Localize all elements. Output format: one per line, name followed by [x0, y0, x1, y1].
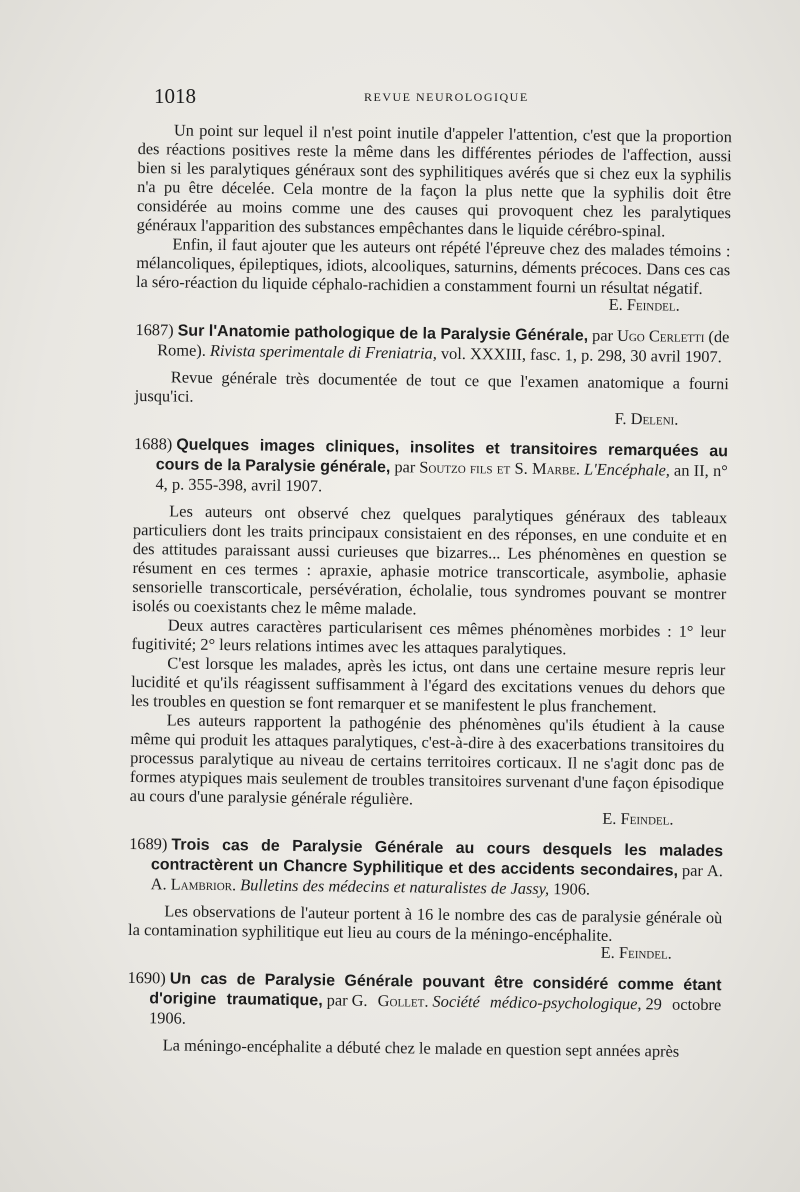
intro-section — [136, 120, 732, 315]
entry-source: Bulletins des médecins et naturalistes de Jassy, — [240, 875, 550, 899]
running-head: REVUE NEUROLOGIQUE — [364, 90, 529, 104]
entry-by: par — [394, 457, 416, 477]
paragraph: Un point sur lequel il n'est point inutile d'appeler l'attention, c'est que la proportion des réactions positives reste la même dans les différentes périodes de l'affection, aussi bien si les paralytiques généraux sont des syphilitiques avérés que si chez eux la syphilis n'a pu être décelée. Cela montre de la façon la plus nette que la syphilis doit être considérée au moins comme une des causes qui provoquent chez les paralytiques généraux l'apparition des substances empêchantes dans le liquide cérébro-spinal. — [136, 120, 732, 241]
paragraph: Enfin, il faut ajouter que les auteurs ont répété l'épreuve chez des malades témoins : mélancoliques, épileptiques, idiots, alcooliques, saturnins, déments précoces. Dans ces cas la séro-réaction du liquide céphalo-rachidien a constamment fourni un résultat négatif. — [135, 234, 731, 298]
entry-title: Un cas de Paralysie Générale pouvant être considéré comme étant d'origine traumatique, — [149, 970, 722, 1010]
entry-source: L'Encéphale, — [583, 459, 671, 480]
entry-place: (de Rome). — [157, 326, 730, 360]
author-signature: E. Feindel. — [600, 942, 672, 963]
paragraph: Deux autres caractères particularisent ces mêmes phénomènes morbides : 1° leur fugitivité; 2° leurs relations intimes avec les attaques paralytiques. — [131, 615, 726, 659]
entry-author: G. Gollet. — [351, 990, 429, 1011]
entry-by: par — [681, 860, 704, 880]
author-signature: F. Deleni. — [614, 408, 679, 429]
entry-source: Société médico-psychologique, — [432, 991, 642, 1014]
entry-reference: an II, n° 4, p. 355-398, avril 1907. — [155, 460, 728, 496]
entry-title: Sur l'Anatomie pathologique de la Paralysie Générale, — [177, 322, 589, 345]
entry-source: Rivista sperimentale di Freniatria, — [209, 340, 438, 363]
entry-number: 1688) — [133, 433, 173, 454]
paragraph: Les auteurs rapportent la pathogénie des phénomènes qu'ils étudient à la cause même qui produit les attaques paralytiques, c'est-à-dire à des exacerbations transitoires du processus paralytique au niveau de certains territoires corticaux. Il ne s'agit donc pas de formes atypiques mais seulement de troubles transitoires survenant d'une façon épisodique au cours d'une paralysie générale régulière. — [129, 710, 725, 809]
page-number: 1018 — [154, 84, 196, 108]
entry-heading — [135, 320, 729, 366]
page-header — [154, 84, 734, 112]
abstract-1689 — [128, 834, 723, 963]
entry-title: Quelques images cliniques, insolites et transitoires remarquées au cours de la Paralysie générale, — [155, 436, 729, 477]
entry-author: Ugo Cerletti — [616, 325, 705, 346]
entry-reference: 29 octobre 1906. — [148, 994, 722, 1028]
paragraph: Les observations de l'auteur portent à 16 le nombre des cas de paralysie générale où la contamination syphilitique eut lieu au cours de la méningo-encéphalite. — [127, 901, 723, 945]
entry-heading — [129, 834, 724, 900]
paragraph: Revue générale très documentée de tout ce que l'examen anatomique a fourni jusqu'ici. — [134, 367, 729, 406]
paragraph: C'est lorsque les malades, après les ictus, ont dans une certaine mesure repris leur lucidité et qu'ils réagissent suffisamment à l'égard des excitations venues du dehors que les troubles en question se font remarquer et se manifestent le plus franchement. — [130, 653, 726, 717]
entry-heading — [133, 434, 728, 500]
entry-heading — [127, 968, 722, 1034]
entry-number: 1689) — [129, 833, 168, 854]
entry-author: Soutzo fils et S. Marbe. — [419, 457, 581, 479]
entry-title: Trois cas de Paralysie Générale au cours desquels les malades contractèrent un Chancre Syphilitique et des accidents secondaires, — [150, 836, 724, 880]
entry-number: 1687) — [135, 319, 174, 340]
abstract-1687 — [134, 320, 729, 429]
author-signature: E. Feindel. — [602, 808, 674, 829]
entry-reference: vol. XXXIII, fasc. 1, p. 298, 30 avril 1907. — [440, 343, 722, 367]
author-signature: E. Feindel. — [608, 294, 680, 315]
entry-by: par — [326, 990, 348, 1010]
abstract-1688 — [129, 434, 728, 829]
page-body — [127, 120, 732, 1061]
paragraph: Les auteurs ont observé chez quelques paralytiques généraux des tableaux particuliers dont les traits principaux consistaient en des réponses, en une conduite et en des attitudes paraissant aussi curieuses que bizarres... Les phénomènes en question se résument en ces termes : apraxie, aphasie motrice transcorticale, asymbolie, aphasie sensorielle transcorticale, persévération, écholalie, tous syndromes pouvant se montrer isolés ou coexistants chez le même malade. — [131, 501, 728, 619]
abstract-1690 — [127, 968, 722, 1061]
entry-author: A. A. Lambrior. — [150, 861, 723, 895]
entry-reference: 1906. — [553, 879, 591, 899]
entry-number: 1690) — [127, 967, 166, 988]
entry-by: par — [592, 325, 614, 345]
paragraph: La méningo-encéphalite a débuté chez le malade en question sept années après — [162, 1035, 680, 1061]
